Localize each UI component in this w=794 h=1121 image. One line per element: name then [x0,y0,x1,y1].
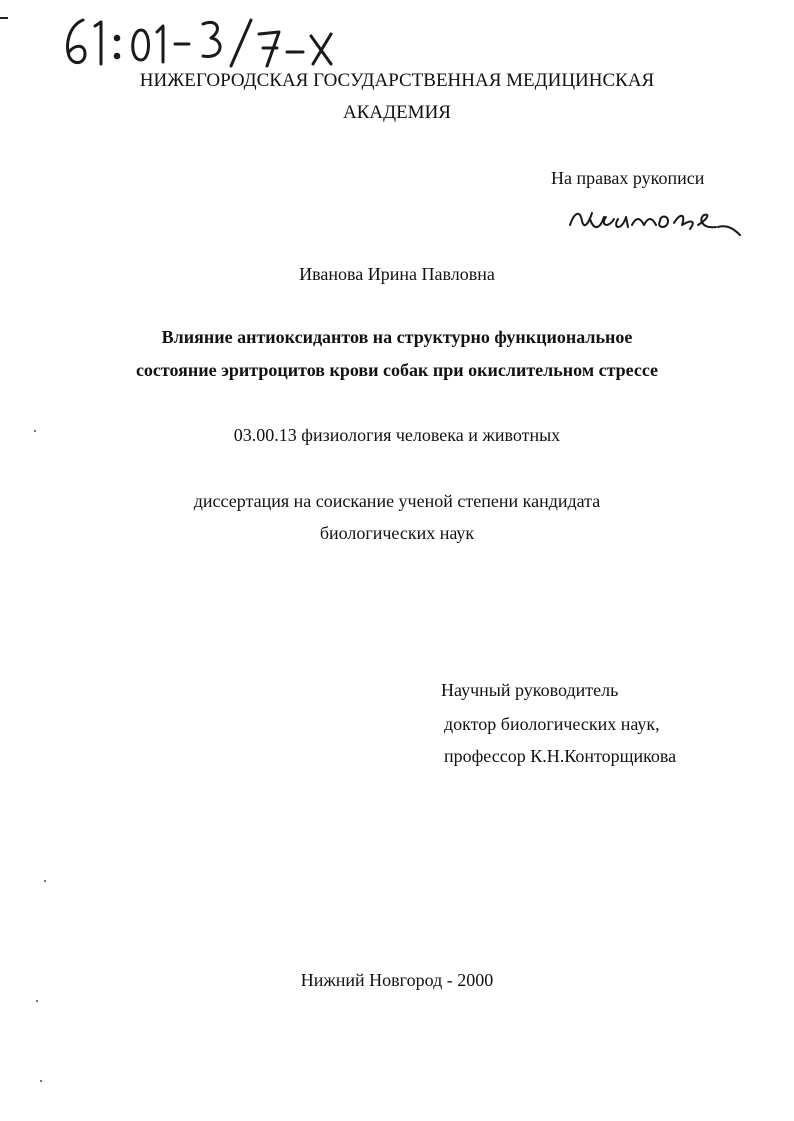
institution-line-1: НИЖЕГОРОДСКАЯ ГОСУДАРСТВЕННАЯ МЕДИЦИНСКАЯ [139,70,655,91]
scan-speck [40,1080,42,1082]
scan-mark [0,17,8,19]
institution-line-2: АКАДЕМИЯ [343,102,451,123]
author-name: Иванова Ирина Павловна [299,264,495,284]
scan-speck [34,430,36,432]
scan-speck [36,1000,38,1002]
dissertation-title-line-1: Влияние антиоксидантов на структурно функциональное [161,327,633,347]
degree-line-1: диссертация на соискание ученой степени кандидата [193,491,601,511]
manuscript-rights: На правах рукописи [551,168,705,188]
supervisor-name: профессор К.Н.Конторщикова [444,746,677,766]
supervisor-degree: доктор биологических наук, [444,714,660,734]
supervisor-label: Научный руководитель [441,680,619,700]
degree-line-2: биологических наук [319,523,475,543]
handwritten-archive-code [55,12,375,72]
scan-speck [44,880,46,882]
specialty-code: 03.00.13 физиология человека и животных [233,425,561,445]
dissertation-title-line-2: состояние эритроцитов крови собак при окислительном стрессе [135,360,659,380]
city-year: Нижний Новгород - 2000 [300,970,494,990]
author-signature [560,195,750,245]
